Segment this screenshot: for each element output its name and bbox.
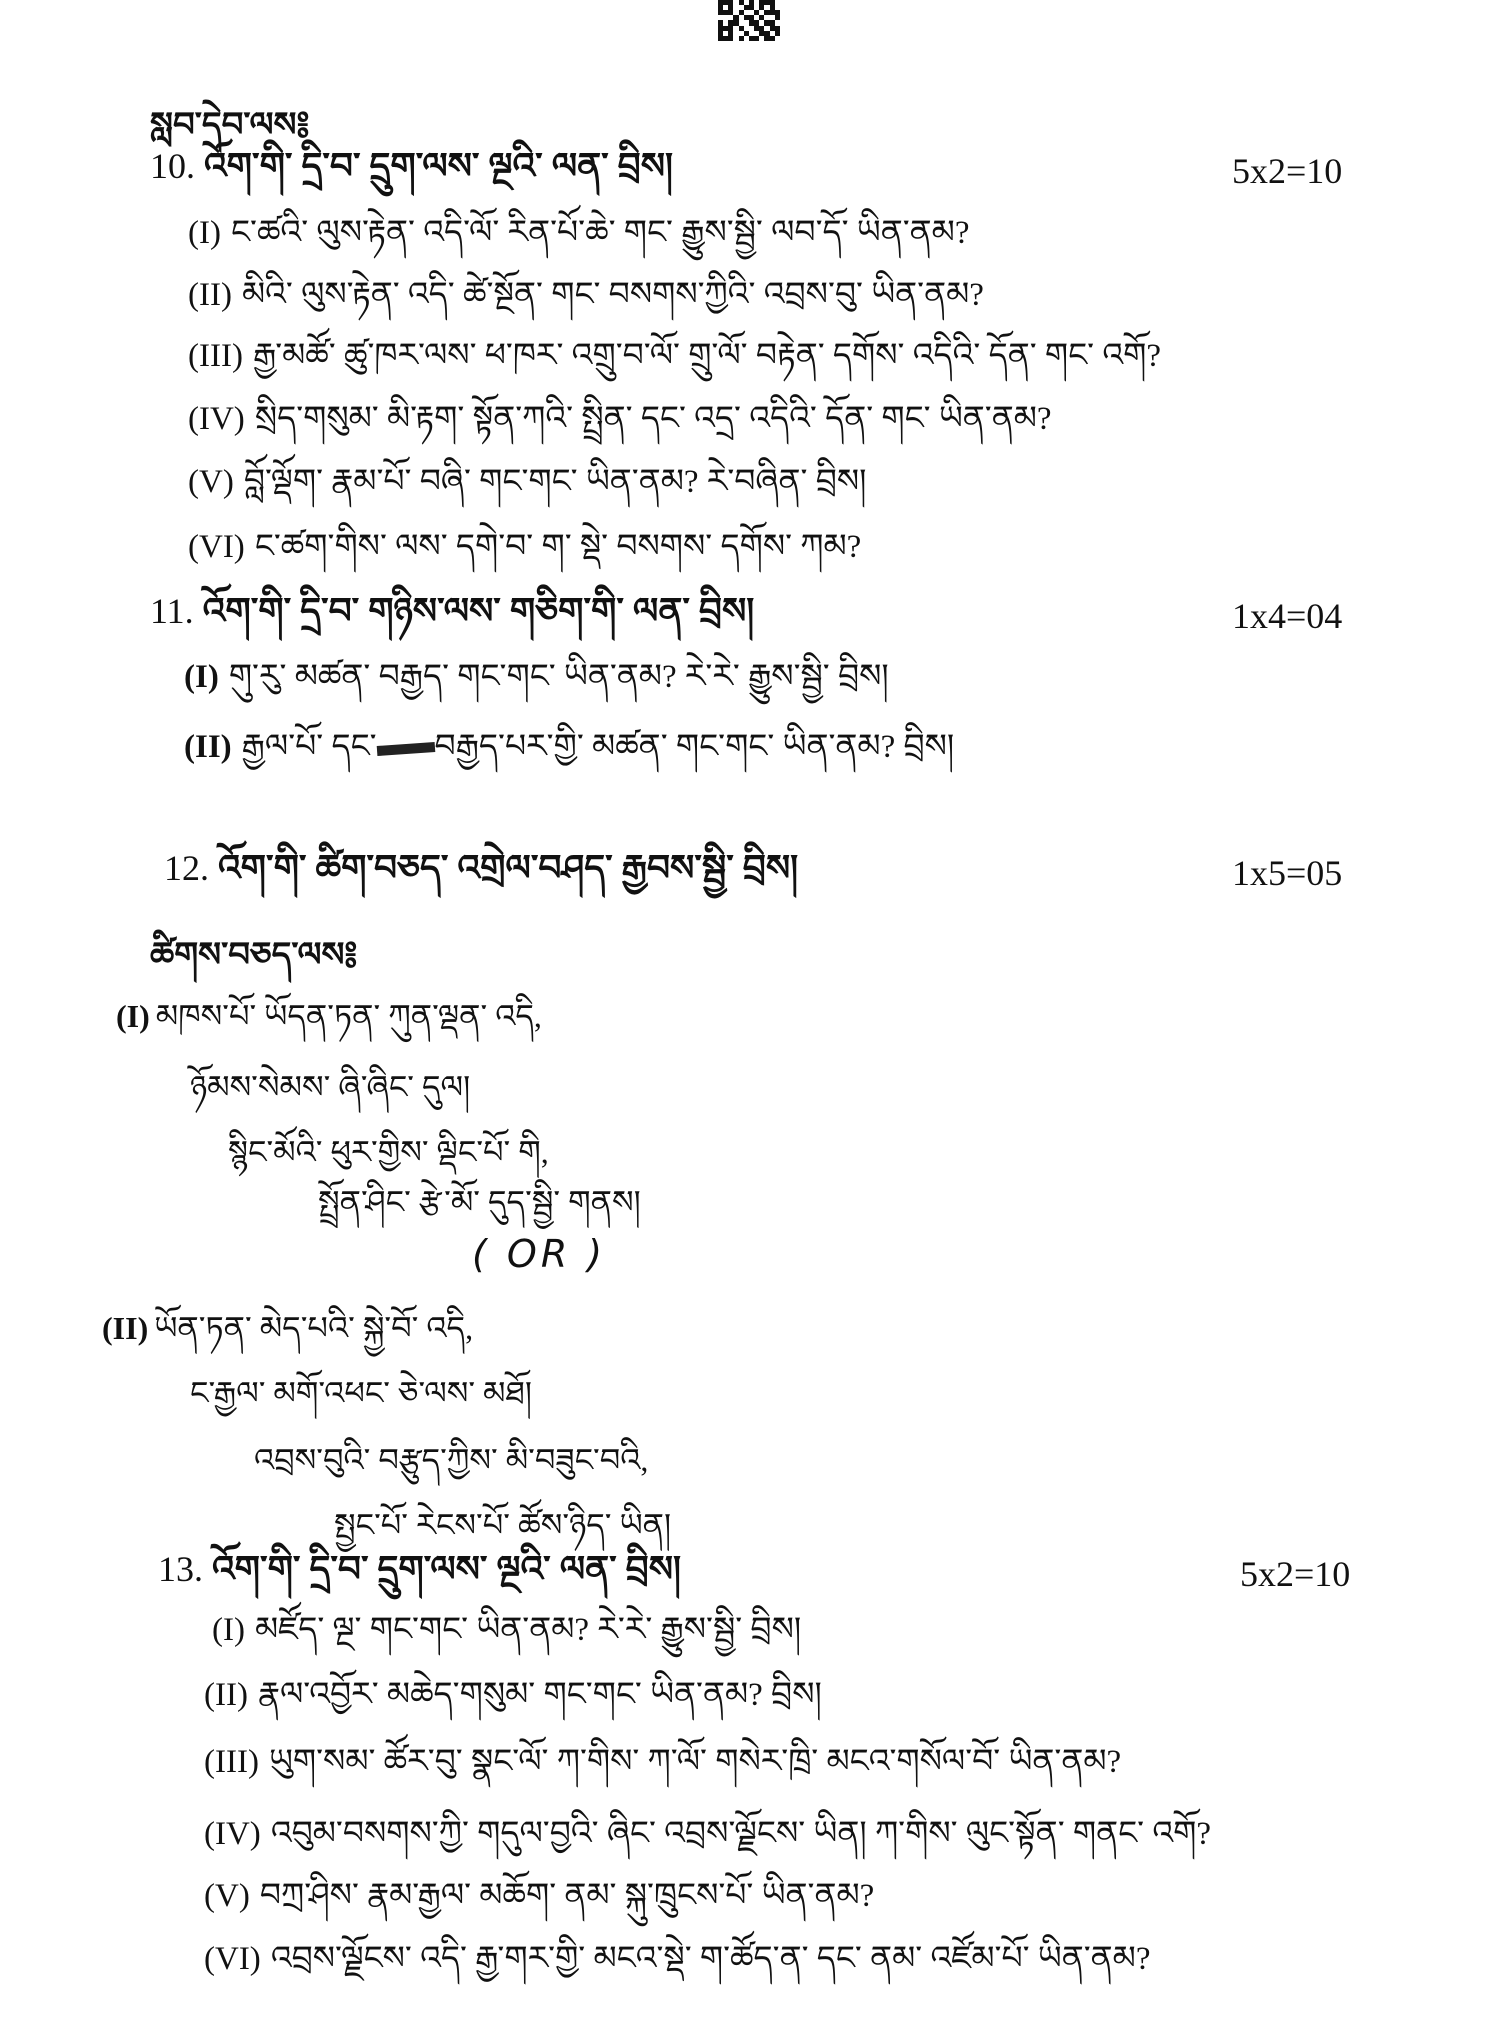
question-11-marks: 1x4=04 (1232, 596, 1343, 636)
poem-1-line-2: ཉོམས་སེམས་ ཞི་ཞིང་ དུལ། (190, 1069, 471, 1105)
poem-subheading: ཚིགས་བཅད་ལས༔ (150, 937, 358, 974)
item-number: (II) (204, 1677, 248, 1713)
item-text: རྒྱ་མཚོ་ ཚུ་ཁར་ལས་ ཕ་ཁར་ འགྲུ་བ་ལོ་ གྲུ་ལོ་ བརྟེན་ དགོས་ འདིའི་ དོན་ གང་ འགོ? (252, 338, 1162, 374)
item-text: མིའི་ ལུས་རྟེན་ འདི་ ཚེ་སྔོན་ གང་ བསགས་ཀྱིའི་ འབྲས་བུ་ ཡིན་ནམ? (241, 277, 984, 313)
question-text: འོག་གི་ དྲི་བ་ དྲུག་ལས་ ལྔའི་ ལན་ བྲིས། (204, 146, 674, 186)
item-text: སྲིད་གསུམ་ མི་རྟག་ སྟོན་ཀའི་ སྤྲིན་ དང་ འདྲ་ འདིའི་ དོན་ གང་ ཡིན་ནམ? (254, 401, 1052, 437)
item-number: (I) (184, 659, 219, 695)
item-text: ང་ཚའི་ ལུས་རྟེན་ འདི་ལོ་ རིན་པོ་ཆེ་ གང་ རྒྱུས་སྦྱི་ ལབ་དོ་ ཡིན་ནམ? (230, 215, 970, 251)
item-number: (V) (188, 464, 234, 500)
item-number: (I) (188, 215, 221, 251)
poem-number: (II) (102, 1310, 149, 1346)
question-11-item-1 (184, 661, 889, 694)
question-13-item-5 (204, 1880, 874, 1913)
question-text: འོག་གི་ དྲི་བ་ གཉིས་ལས་ གཅིག་གི་ ལན་ བྲིས། (202, 591, 755, 631)
item-text: བློ་ལྡོག་ རྣམ་པོ་ བཞི་ གང་གང་ ཡིན་ནམ? རེ་བཞིན་ བྲིས། (243, 464, 867, 500)
question-13-title (158, 1551, 681, 1587)
item-number: (VI) (204, 1941, 261, 1977)
question-10-marks: 5x2=10 (1232, 151, 1343, 191)
item-text: རྣལ་འབྱོར་ མཆེད་གསུམ་ གང་གང་ ཡིན་ནམ? བྲིས། (257, 1677, 822, 1713)
item-text: འབུམ་བསགས་ཀྱི་ གདུལ་བྱའི་ ཞིང་ འབྲས་ལྗོངས་ ཡིན། ཀ་གིས་ ལུང་སྟོན་ གནང་ འགོ? (270, 1816, 1212, 1852)
item-number: (III) (204, 1744, 259, 1780)
question-10-item-2 (188, 279, 984, 312)
item-text: བཀྲ་ཤིས་ རྣམ་རྒྱལ་ མཆོག་ ནམ་ སྐུ་ཁྲུངས་པོ་ ཡིན་ནམ? (259, 1878, 875, 1914)
question-10-item-4 (188, 403, 1052, 436)
poem-1-line-3: སྙིང་མོའི་ ཕུར་གྱིས་ ལྡིང་པོ་ གི, (228, 1134, 549, 1170)
question-text: འོག་གི་ དྲི་བ་ དྲུག་ལས་ ལྔའི་ ལན་ བྲིས། (212, 1549, 682, 1589)
item-number: (V) (204, 1878, 250, 1914)
poem-1-line-4: སྤྲོན་ཤིང་ རྩེ་མོ་ དུད་སྦྱི་ གནས། (318, 1184, 641, 1220)
item-text: ཡུག་སམ་ ཚོར་བུ་ སྣང་ལོ་ ཀ་གིས་ ཀ་ལོ་ གསེར་ཁྲི་ མངའ་གསོལ་བོ་ ཡིན་ནམ? (268, 1744, 1122, 1780)
item-number: (IV) (204, 1816, 261, 1852)
question-13-item-6 (204, 1943, 1151, 1976)
question-13-item-2 (204, 1679, 822, 1712)
item-number: (III) (188, 338, 243, 374)
question-number: 13. (158, 1549, 203, 1589)
item-number: (IV) (188, 401, 245, 437)
question-10-item-5 (188, 466, 866, 499)
item-text: གུ་རུ་ མཚན་ བརྒྱད་ གང་གང་ ཡིན་ནམ? རེ་རེ་ རྒྱུས་སྦྱི་ བྲིས། (228, 659, 889, 695)
item-number: (I) (212, 1612, 245, 1648)
question-13-item-1 (212, 1614, 801, 1647)
question-number: 10. (150, 146, 195, 186)
question-12-title (164, 850, 798, 886)
item-number: (II) (188, 277, 232, 313)
or-separator: ( OR ) (472, 1232, 607, 1276)
question-10-title (150, 148, 673, 184)
item-text-after: བརྒྱད་པར་གྱི་ མཚན་ གང་གང་ ཡིན་ནམ? བྲིས། (434, 729, 955, 765)
question-10-item-6 (188, 531, 861, 564)
section-heading: སླབ་དེབ་ལས༔ (150, 107, 310, 144)
qr-code (718, 0, 780, 46)
poem-2-line-4: སྤྱང་པོ་ རེངས་པོ་ ཚོས་ཉིད་ ཡིན། (334, 1507, 672, 1543)
item-text-before: རྒྱལ་པོ་ དང་ (241, 729, 377, 765)
item-text: མཛོད་ ལྔ་ གང་གང་ ཡིན་ནམ? རེ་རེ་ རྒྱུས་སྦྱི་ བྲིས། (254, 1612, 802, 1648)
question-text: འོག་གི་ ཚིག་བཅད་ འགྲེལ་བཤད་ རྒྱབས་སྦྱི་ བྲིས། (218, 848, 799, 888)
poem-line: མཁས་པོ་ ཡོདན་ཏན་ ཀུན་ལྡན་ འདི, (155, 998, 542, 1034)
item-text: འབྲས་ལྗོངས་ འདི་ རྒྱ་གར་གྱི་ མངའ་སྡེ་ ག་ཚོད་ན་ དང་ ནམ་ འཛོམ་པོ་ ཡིན་ནམ? (270, 1941, 1151, 1977)
question-10-item-3 (188, 340, 1161, 373)
poem-number: (I) (116, 998, 150, 1034)
struck-out-text (376, 742, 435, 756)
item-number: (VI) (188, 529, 245, 565)
question-10-item-1 (188, 217, 969, 250)
question-12-marks: 1x5=05 (1232, 853, 1343, 893)
question-13-marks: 5x2=10 (1240, 1554, 1351, 1594)
question-number: 12. (164, 848, 209, 888)
question-13-item-4 (204, 1818, 1211, 1851)
question-11-title (150, 593, 754, 629)
question-13-item-3 (204, 1746, 1121, 1779)
item-number: (II) (184, 729, 232, 765)
poem-line: ཡོན་ཏན་ མེད་པའི་ སྐྱེ་བོ་ འདི, (154, 1310, 474, 1346)
question-number: 11. (150, 591, 194, 631)
poem-2-line-2: ང་རྒྱལ་ མགོ་འཕང་ ཅེ་ལས་ མཐོ། (190, 1375, 532, 1411)
question-11-item-2 (184, 731, 954, 764)
poem-2-line-3: འབྲས་བུའི་ བརྩུད་ཀྱིས་ མི་བཟུང་བའི, (254, 1442, 649, 1478)
item-text: ང་ཚག་གིས་ ལས་ དགེ་བ་ ག་ སྡེ་ བསགས་ དགོས་ ཀམ? (254, 529, 862, 565)
